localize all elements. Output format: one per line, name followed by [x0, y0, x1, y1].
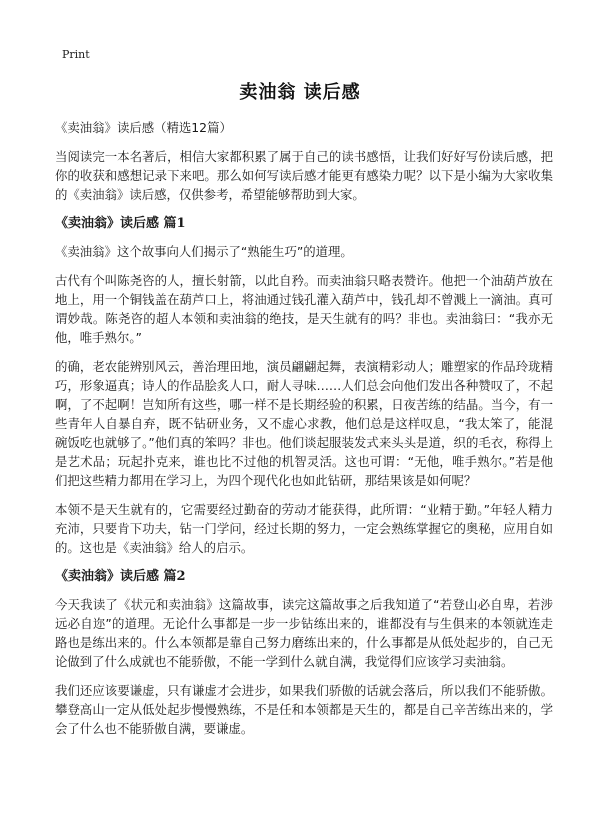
- paragraph: 本领不是天生就有的，它需要经过勤奋的劳动才能获得，此所谓：“业精于勤。”年轻人精力充沛，只要肯下功夫，钻一门学问，经过长期的努力，一定会熟练掌握它的奥秘，应用自如的。这也是《卖油翁》给人的启示。: [55, 502, 553, 555]
- paragraph: 的确，老农能辨别风云，善治理田地，演员翩翩起舞，表演精彩动人；雕塑家的作品玲珑精巧，形象逼真；诗人的作品脍炙人口，耐人寻味……人们总会向他们发出各种赞叹了，不起啊，了不起啊！岂知所有这些，哪一样不是长期经验的积累，日夜苦练的结晶。当今，有一些青年人自暴自弃，既不钻研业务，又不虚心求教，他们总是这样叹息，“我太笨了，能混碗饭吃也就够了。”他们真的笨吗？非也。他们谈起服装发式来头头是道，织的毛衣，称得上是艺术品；玩起扑克来，谁也比不过他的机智灵活。这也可谓：“无他，唯手熟尔。”若是他们把这些精力都用在学习上，为四个现代化也如此钻研，那结果该是如何呢？: [55, 359, 553, 488]
- page-title: 卖油翁 读后感: [239, 82, 361, 103]
- paragraph: 古代有个叫陈尧咨的人，擅长射箭，以此自矜。而卖油翁只略表赞许。他把一个油葫芦放在地上，用一个铜钱盖在葫芦口上，将油通过钱孔灌入葫芦中，钱孔却不曾溅上一滴油。真可谓妙哉。陈尧咨的超人本领和卖油翁的绝技，是天生就有的吗？非也。卖油翁曰：“我亦无他，唯手熟尔。”: [55, 273, 553, 345]
- intro-paragraph: 当阅读完一本名著后，相信大家都积累了属于自己的读书感悟，让我们好好写份读后感，把你的收获和感想记录下来吧。那么如何写读后感才能更有感染力呢？以下是小编为大家收集的《卖油翁》读后感，仅供参考，希望能够帮助到大家。: [55, 149, 553, 202]
- subtitle: 《卖油翁》读后感（精选12篇）: [55, 120, 232, 135]
- article-content: [55, 118, 553, 748]
- paragraph: 今天我读了《状元和卖油翁》这篇故事，读完这篇故事之后我知道了“若登山必自卑，若涉远必自迩”的道理。无论什么事都是一步一步钻练出来的，谁都没有与生俱来的本领就连走路也是练出来的。什么本领都是靠自己努力磨练出来的，什么事都是从低处起步的，自己无论做到了什么成就也不能骄傲，不能一学到什么就自满，我觉得们应该学习卖油翁。: [55, 597, 553, 669]
- section-heading-2: 《卖油翁》读后感 篇2: [55, 569, 186, 584]
- section-heading-1: 《卖油翁》读后感 篇1: [55, 216, 186, 231]
- paragraph: 《卖油翁》这个故事向人们揭示了“熟能生巧”的道理。: [55, 244, 353, 259]
- paragraph: 我们还应该要谦虚，只有谦虚才会进步，如果我们骄傲的话就会落后，所以我们不能骄傲。攀登高山一定从低处起步慢慢熟练，不是任和本领都是天生的，都是自己辛苦练出来的，学会了什么也不能骄傲自满，要谦虚。: [55, 683, 553, 736]
- print-link[interactable]: Print: [62, 48, 90, 61]
